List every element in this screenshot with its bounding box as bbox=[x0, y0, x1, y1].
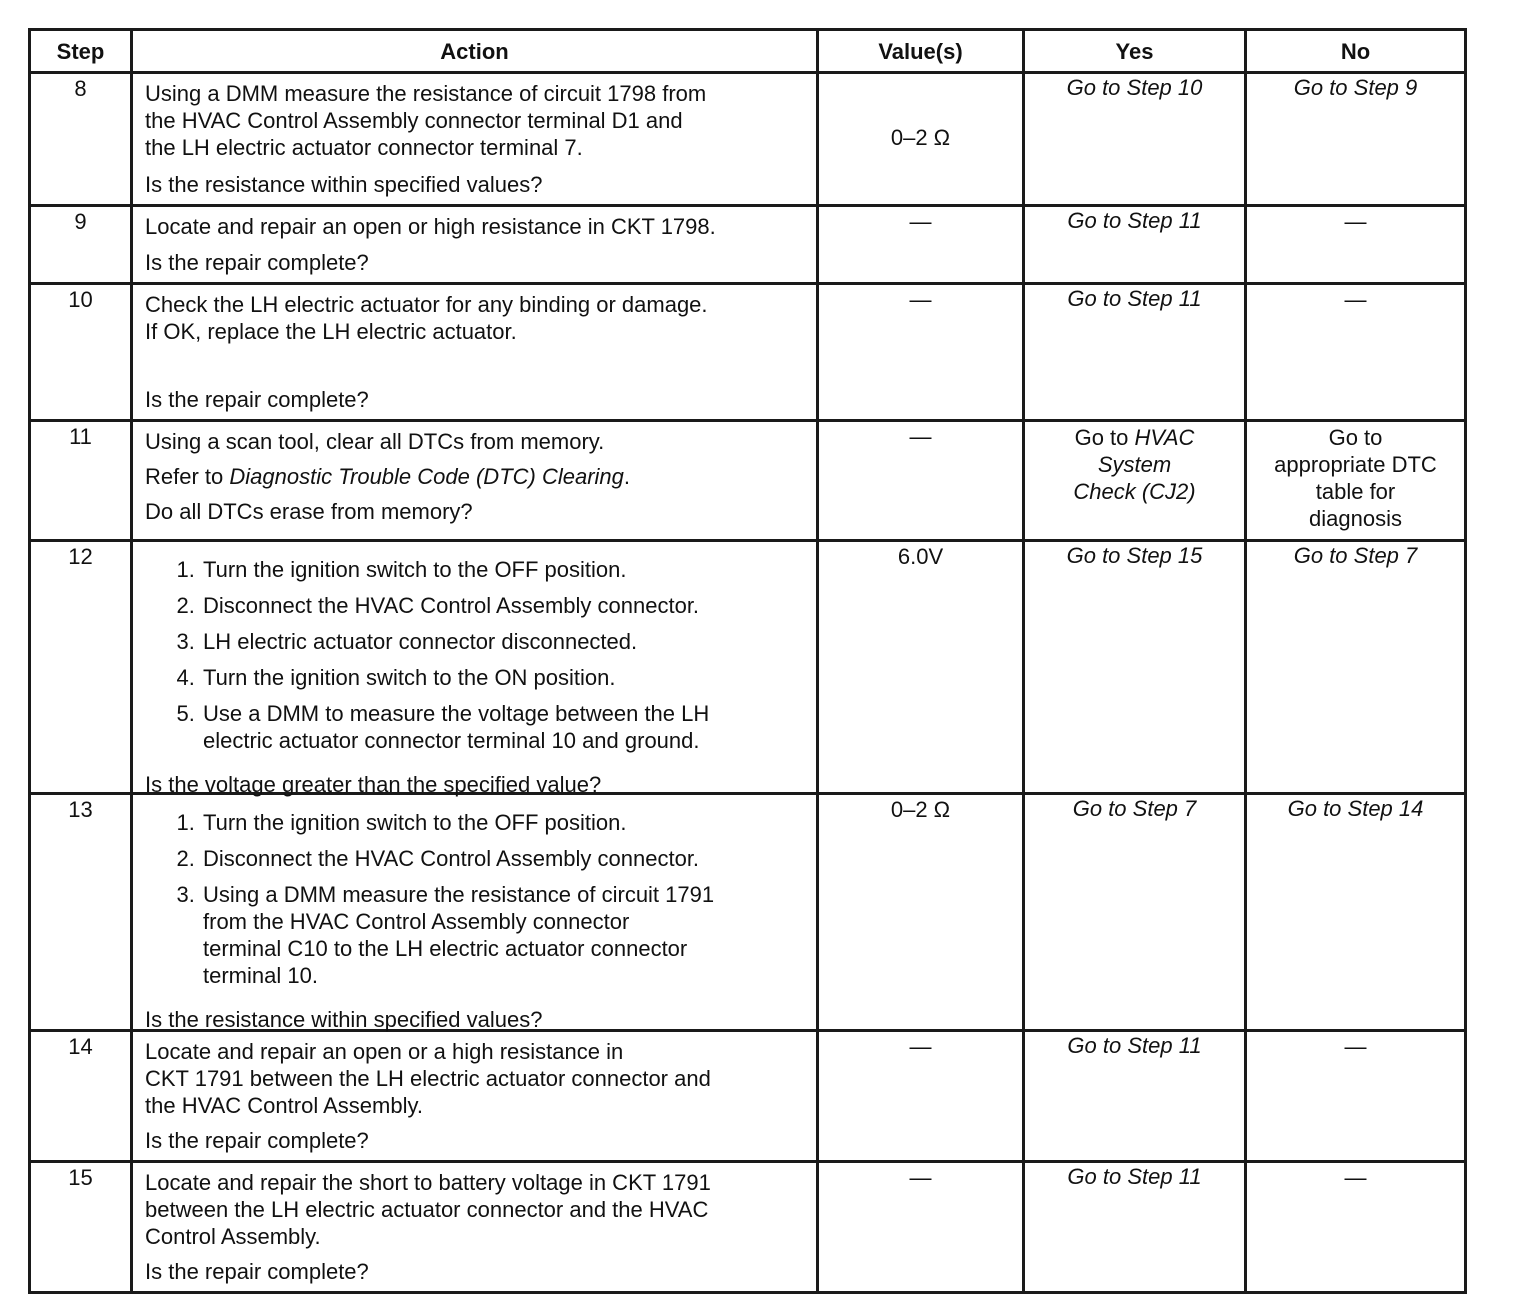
action-line: Using a DMM measure the resistance of circuit 1798 from bbox=[145, 81, 707, 106]
value-cell: 0–2 Ω bbox=[818, 794, 1024, 1031]
action-cell bbox=[132, 794, 818, 1031]
step-text: 3. LH electric actuator connector disconnected. bbox=[203, 629, 638, 654]
no-dash: — bbox=[1246, 1162, 1466, 1293]
step-text: from the HVAC Control Assembly connector bbox=[203, 909, 630, 934]
table-row-step-10 bbox=[30, 284, 1466, 421]
action-line: Locate and repair an open or a high resistance in bbox=[145, 1039, 624, 1064]
header-row bbox=[30, 30, 1466, 73]
action-question: Is the repair complete? bbox=[145, 250, 369, 275]
action-question: Is the repair complete? bbox=[145, 387, 369, 412]
step-text: 1. Turn the ignition switch to the OFF position. bbox=[203, 557, 627, 582]
action-line: Check the LH electric actuator for any binding or damage. bbox=[145, 292, 708, 317]
header-no: No bbox=[1246, 30, 1466, 73]
action-question: Is the repair complete? bbox=[145, 1128, 369, 1153]
step-number: 15 bbox=[30, 1162, 132, 1293]
action-line: the HVAC Control Assembly connector terminal D1 and bbox=[145, 108, 683, 133]
action-cell bbox=[132, 421, 818, 541]
action-question: Is the voltage greater than the specified value? bbox=[145, 772, 602, 797]
action-cell bbox=[132, 73, 818, 206]
step-text: electric actuator connector terminal 10 and ground. bbox=[203, 728, 700, 753]
table-row-step-8 bbox=[30, 73, 1466, 206]
list-item bbox=[201, 809, 806, 836]
action-line: CKT 1791 between the LH electric actuator connector and bbox=[145, 1066, 711, 1091]
yes-link-line: HVAC bbox=[1134, 425, 1195, 450]
step-number: 12 bbox=[30, 541, 132, 794]
action-question: Is the resistance within specified values? bbox=[145, 172, 543, 197]
action-cell bbox=[132, 284, 818, 421]
action-line: the HVAC Control Assembly. bbox=[145, 1093, 423, 1118]
value-cell: 6.0V bbox=[818, 541, 1024, 794]
action-line: If OK, replace the LH electric actuator. bbox=[145, 319, 517, 344]
action-question: Do all DTCs erase from memory? bbox=[145, 499, 473, 524]
step-text: 4. Turn the ignition switch to the ON position. bbox=[203, 665, 616, 690]
step-number: 8 bbox=[30, 73, 132, 206]
yes-cell: Go to Step 15 bbox=[1024, 541, 1246, 794]
no-cell: Go to Step 14 bbox=[1246, 794, 1466, 1031]
table-row-step-15 bbox=[30, 1162, 1466, 1293]
numbered-steps bbox=[145, 809, 806, 998]
yes-link-line: Check (CJ2) bbox=[1073, 479, 1196, 504]
action-line: the LH electric actuator connector terminal 7. bbox=[145, 135, 583, 160]
step-text: 2. Disconnect the HVAC Control Assembly connector. bbox=[203, 846, 700, 871]
list-item bbox=[201, 881, 806, 989]
table-row-step-9 bbox=[30, 206, 1466, 284]
list-item bbox=[201, 700, 806, 754]
no-dash: — bbox=[1246, 1031, 1466, 1162]
header-yes: Yes bbox=[1024, 30, 1246, 73]
value-dash: — bbox=[818, 1031, 1024, 1162]
value-dash: — bbox=[818, 206, 1024, 284]
no-line: diagnosis bbox=[1309, 506, 1402, 531]
header-step: Step bbox=[30, 30, 132, 73]
no-cell bbox=[1246, 421, 1466, 541]
yes-link-line: System bbox=[1097, 452, 1172, 477]
step-text: terminal C10 to the LH electric actuator connector bbox=[203, 936, 688, 961]
action-line: between the LH electric actuator connector and the HVAC bbox=[145, 1197, 709, 1222]
step-number: 10 bbox=[30, 284, 132, 421]
action-cell bbox=[132, 1162, 818, 1293]
yes-cell: Go to Step 7 bbox=[1024, 794, 1246, 1031]
step-number: 14 bbox=[30, 1031, 132, 1162]
step-text: 1. Turn the ignition switch to the OFF position. bbox=[203, 810, 627, 835]
no-line: appropriate DTC bbox=[1274, 452, 1437, 477]
value-dash: — bbox=[818, 1162, 1024, 1293]
step-number: 13 bbox=[30, 794, 132, 1031]
value-cell: 0–2 Ω bbox=[818, 73, 1024, 206]
refer-link: Diagnostic Trouble Code (DTC) Clearing bbox=[229, 464, 624, 489]
step-text: terminal 10. bbox=[203, 963, 318, 988]
list-item bbox=[201, 628, 806, 655]
refer-prefix: Refer to bbox=[145, 464, 230, 489]
table-row-step-13 bbox=[30, 794, 1466, 1031]
yes-cell: Go to Step 11 bbox=[1024, 206, 1246, 284]
list-item bbox=[201, 664, 806, 691]
action-cell bbox=[132, 206, 818, 284]
yes-cell bbox=[1024, 421, 1246, 541]
value-dash: — bbox=[818, 284, 1024, 421]
value-dash: — bbox=[818, 421, 1024, 541]
yes-prefix: Go to bbox=[1074, 425, 1135, 450]
step-number: 9 bbox=[30, 206, 132, 284]
table-row-step-14 bbox=[30, 1031, 1466, 1162]
step-number: 11 bbox=[30, 421, 132, 541]
numbered-steps bbox=[145, 556, 806, 763]
refer-suffix: . bbox=[623, 464, 631, 489]
diagnostic-table bbox=[28, 28, 1467, 1294]
no-dash: — bbox=[1246, 284, 1466, 421]
table-row-step-12 bbox=[30, 541, 1466, 794]
action-line: Locate and repair the short to battery voltage in CKT 1791 bbox=[145, 1170, 711, 1195]
list-item bbox=[201, 845, 806, 872]
no-cell: Go to Step 7 bbox=[1246, 541, 1466, 794]
list-item bbox=[201, 592, 806, 619]
header-values: Value(s) bbox=[818, 30, 1024, 73]
no-dash: — bbox=[1246, 206, 1466, 284]
step-text: 5. Use a DMM to measure the voltage between the LH bbox=[203, 701, 710, 726]
step-text: 3. Using a DMM measure the resistance of circuit 1791 bbox=[203, 882, 715, 907]
no-line: table for bbox=[1315, 479, 1396, 504]
action-cell bbox=[132, 541, 818, 797]
action-refer bbox=[145, 463, 806, 490]
no-line: Go to bbox=[1328, 425, 1383, 450]
yes-cell: Go to Step 10 bbox=[1024, 73, 1246, 206]
step-text: 2. Disconnect the HVAC Control Assembly connector. bbox=[203, 593, 700, 618]
yes-cell: Go to Step 11 bbox=[1024, 1162, 1246, 1293]
action-line: Control Assembly. bbox=[145, 1224, 321, 1249]
action-cell bbox=[132, 1031, 818, 1162]
yes-cell: Go to Step 11 bbox=[1024, 284, 1246, 421]
yes-cell: Go to Step 11 bbox=[1024, 1031, 1246, 1162]
action-question: Is the repair complete? bbox=[145, 1259, 369, 1284]
action-question: Is the resistance within specified values? bbox=[145, 1007, 543, 1032]
table-row-step-11 bbox=[30, 421, 1466, 541]
no-cell: Go to Step 9 bbox=[1246, 73, 1466, 206]
list-item bbox=[201, 556, 806, 583]
action-line: Using a scan tool, clear all DTCs from memory. bbox=[145, 429, 605, 454]
header-action: Action bbox=[132, 30, 818, 73]
action-line: Locate and repair an open or high resistance in CKT 1798. bbox=[145, 214, 716, 239]
